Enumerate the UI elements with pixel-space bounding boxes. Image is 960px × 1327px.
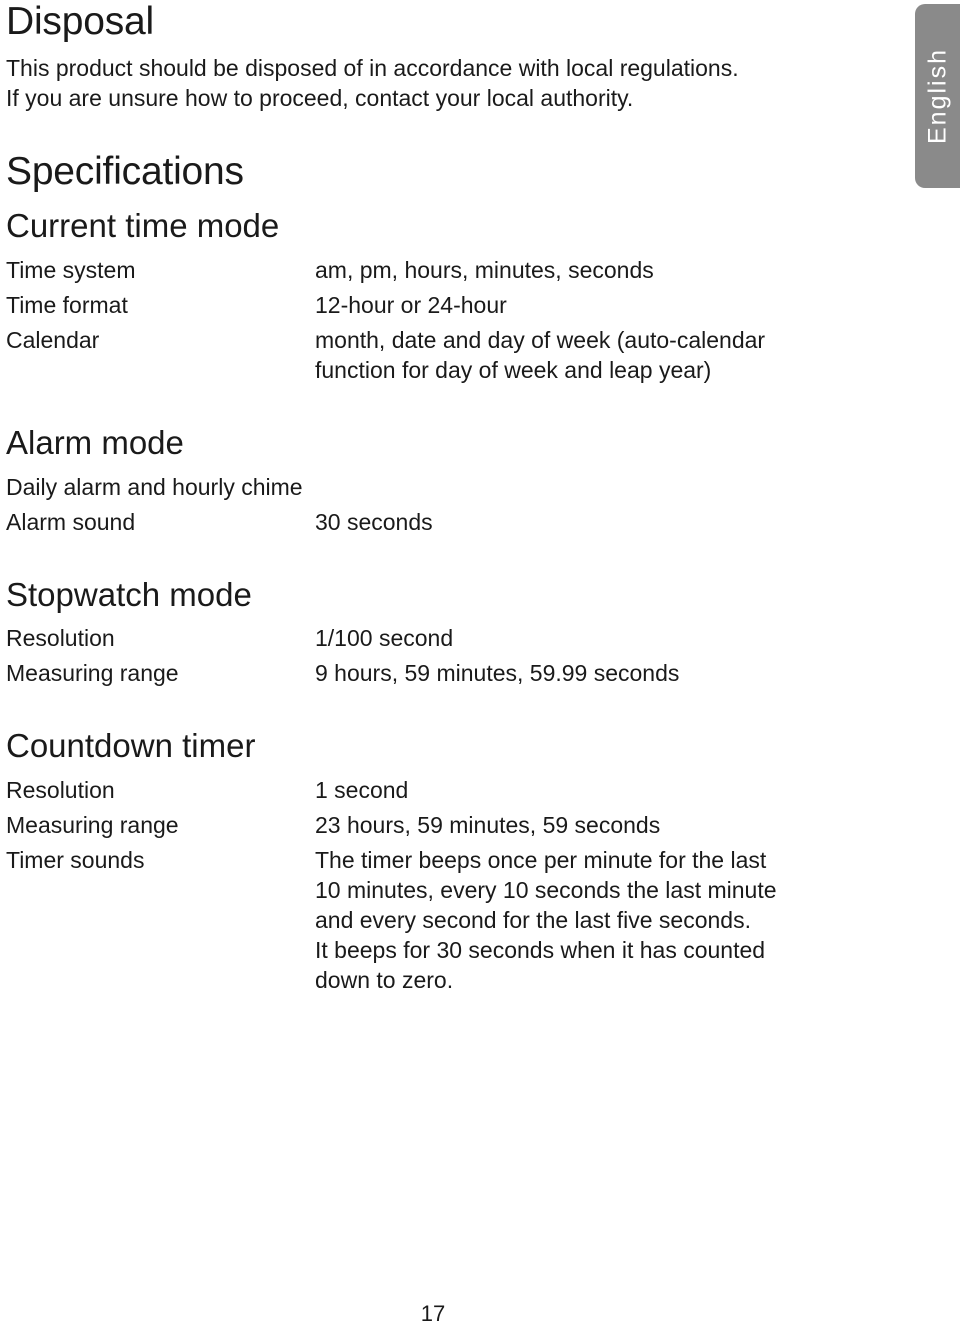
spec-value (315, 507, 815, 537)
spec-value (315, 658, 815, 688)
spec-value-line: 1/100 second (315, 625, 454, 651)
spec-value (315, 845, 815, 995)
spec-value-line: 9 hours, 59 minutes, 59.99 seconds (315, 660, 680, 686)
spec-value (315, 255, 815, 285)
spec-value-line: 10 minutes, every 10 seconds the last minute (315, 877, 777, 903)
spec-label: Time format (6, 292, 128, 318)
disposal-line-2: If you are unsure how to proceed, contact your local authority. (6, 85, 634, 111)
language-side-tab (915, 4, 960, 188)
spec-value-line: down to zero. (315, 967, 454, 993)
spec-value-line: 1 second (315, 777, 409, 803)
spec-value-line: function for day of week and leap year) (315, 357, 712, 383)
spec-value (315, 810, 815, 840)
language-tab-label: English (923, 48, 951, 144)
page-number: 17 (420, 1301, 446, 1326)
spec-label: Resolution (6, 625, 115, 651)
spec-value (315, 290, 815, 320)
spec-label: Time system (6, 257, 136, 283)
spec-value (315, 775, 815, 805)
spec-value-line: It beeps for 30 seconds when it has counted (315, 937, 766, 963)
spec-value (315, 623, 815, 653)
spec-value-line: 30 seconds (315, 509, 433, 535)
spec-label: Calendar (6, 327, 100, 353)
disposal-heading: Disposal (6, 0, 154, 43)
spec-value-line: 12-hour or 24-hour (315, 292, 507, 318)
alarm-mode-note: Daily alarm and hourly chime (6, 474, 303, 500)
disposal-line-1: This product should be disposed of in accordance with local regulations. (6, 55, 739, 81)
spec-label: Resolution (6, 777, 115, 803)
spec-label: Alarm sound (6, 509, 136, 535)
specifications-heading: Specifications (6, 150, 244, 193)
spec-value-line: 23 hours, 59 minutes, 59 seconds (315, 812, 661, 838)
current-time-mode-heading: Current time mode (6, 207, 280, 244)
countdown-timer-heading: Countdown timer (6, 727, 256, 764)
spec-value (315, 325, 815, 385)
stopwatch-mode-heading: Stopwatch mode (6, 576, 252, 613)
spec-value-line: and every second for the last five seconds. (315, 907, 751, 933)
spec-value-line: am, pm, hours, minutes, seconds (315, 257, 654, 283)
spec-label: Measuring range (6, 812, 179, 838)
alarm-mode-heading: Alarm mode (6, 424, 184, 461)
spec-label: Timer sounds (6, 847, 145, 873)
spec-value-line: The timer beeps once per minute for the last (315, 847, 767, 873)
spec-label: Measuring range (6, 660, 179, 686)
spec-value-line: month, date and day of week (auto-calendar (315, 327, 766, 353)
